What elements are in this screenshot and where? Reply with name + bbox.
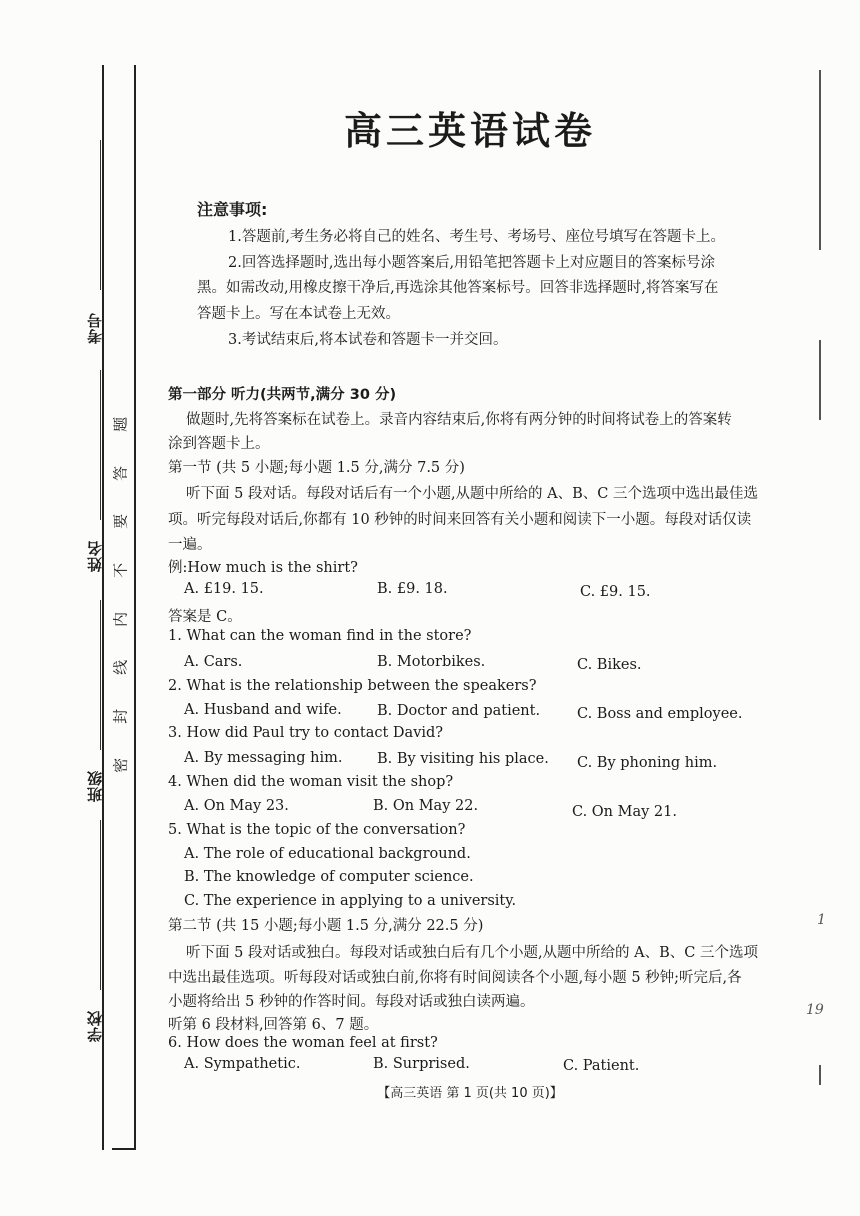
- warning-char: 密: [111, 757, 130, 773]
- section2-instruction: 小题将给出 5 秒钟的作答时间。每段对话或独白读两遍。: [168, 994, 535, 1010]
- page-footer: 【高三英语 第 1 页(共 10 页)】: [377, 1086, 563, 1101]
- section1-instruction: 项。听完每段对话后,你都有 10 秒钟的时间来回答有关小题和阅读下一小题。每段对话仅读: [168, 512, 752, 528]
- section2-material: 听第 6 段材料,回答第 6、7 题。: [168, 1017, 379, 1033]
- section2-heading: 第二节 (共 15 小题;每小题 1.5 分,满分 22.5 分): [168, 918, 484, 934]
- field-school-blank[interactable]: [100, 820, 101, 990]
- option-b[interactable]: B. By visiting his place.: [377, 751, 549, 767]
- example-answer: 答案是 C。: [168, 609, 242, 625]
- option-a[interactable]: A. Husband and wife.: [184, 702, 342, 718]
- notice-item: 1.答题前,考生务必将自己的姓名、考生号、考场号、座位号填写在答题卡上。: [228, 229, 725, 245]
- question-text: 1. What can the woman find in the store?: [168, 628, 472, 644]
- section1-heading: 第一节 (共 5 小题;每小题 1.5 分,满分 7.5 分): [168, 460, 465, 476]
- option-c[interactable]: C. The experience in applying to a university.: [184, 893, 517, 909]
- notice-item: 黑。如需改动,用橡皮擦干净后,再选涂其他答案标号。回答非选择题时,将答案写在: [197, 280, 719, 296]
- option-a[interactable]: A. By messaging him.: [184, 750, 343, 766]
- warning-char: 要: [111, 514, 130, 530]
- section2-instruction: 中选出最佳选项。听每段对话或独白前,你将有时间阅读各个小题,每小题 5 秒钟;听完后,各: [168, 970, 742, 986]
- option-c[interactable]: C. Patient.: [563, 1058, 640, 1074]
- notice-item: 3.考试结束后,将本试卷和答题卡一并交回。: [228, 332, 508, 348]
- binding-line-outer: [102, 65, 104, 1150]
- question-text: 2. What is the relationship between the speakers?: [168, 678, 537, 694]
- option-c[interactable]: C. By phoning him.: [577, 755, 718, 771]
- option-a[interactable]: A. Cars.: [184, 654, 243, 670]
- margin-mark: 1: [817, 912, 826, 928]
- example-option-b: B. £9. 18.: [377, 581, 448, 597]
- option-b[interactable]: B. Motorbikes.: [377, 654, 486, 670]
- section2-instruction: 听下面 5 段对话或独白。每段对话或独白后有几个小题,从题中所给的 A、B、C 三个选项: [186, 945, 758, 961]
- field-exam-number-label: 考号: [86, 312, 104, 344]
- option-b[interactable]: B. Doctor and patient.: [377, 703, 541, 719]
- question-text: 5. What is the topic of the conversation?: [168, 822, 466, 838]
- field-class-label: 班级: [86, 770, 104, 802]
- option-c[interactable]: C. Boss and employee.: [577, 706, 743, 722]
- option-a[interactable]: A. The role of educational background.: [184, 846, 471, 862]
- option-c[interactable]: C. Bikes.: [577, 657, 642, 673]
- sealing-line-warning: [112, 400, 130, 790]
- question-text: 3. How did Paul try to contact David?: [168, 725, 444, 741]
- field-exam-number-blank[interactable]: [100, 140, 101, 290]
- field-school-label: 学校: [86, 1010, 104, 1042]
- question-text: 6. How does the woman feel at first?: [168, 1035, 438, 1051]
- option-b[interactable]: B. Surprised.: [373, 1056, 470, 1072]
- page-title: 高三英语试卷: [343, 109, 596, 153]
- warning-char: 题: [111, 416, 130, 432]
- option-b[interactable]: B. The knowledge of computer science.: [184, 869, 474, 885]
- notice-item: 2.回答选择题时,选出每小题答案后,用铅笔把答题卡上对应题目的答案标号涂: [228, 255, 716, 271]
- margin-mark: 19: [806, 1002, 824, 1018]
- example-option-a: A. £19. 15.: [184, 581, 264, 597]
- part1-intro: 做题时,先将答案标在试卷上。录音内容结束后,你将有两分钟的时间将试卷上的答案转: [186, 412, 732, 428]
- binding-line-bottom: [112, 1148, 136, 1150]
- option-a[interactable]: A. Sympathetic.: [184, 1056, 301, 1072]
- notice-heading: 注意事项:: [197, 200, 268, 219]
- example-option-c: C. £9. 15.: [580, 584, 651, 600]
- part1-intro: 涂到答题卡上。: [168, 436, 270, 452]
- option-c[interactable]: C. On May 21.: [572, 804, 677, 820]
- question-text: 4. When did the woman visit the shop?: [168, 774, 454, 790]
- scan-edge-line: [819, 70, 821, 250]
- section1-instruction: 一遍。: [168, 537, 212, 553]
- field-name-label: 姓名: [86, 540, 104, 572]
- example-question: 例:How much is the shirt?: [168, 560, 358, 576]
- warning-char: 不: [111, 562, 130, 578]
- warning-char: 答: [111, 465, 130, 481]
- option-b[interactable]: B. On May 22.: [373, 798, 479, 814]
- option-a[interactable]: A. On May 23.: [184, 798, 289, 814]
- warning-char: 线: [111, 660, 130, 676]
- part1-heading: 第一部分 听力(共两节,满分 30 分): [168, 387, 397, 403]
- warning-char: 内: [111, 611, 130, 627]
- field-name-blank[interactable]: [100, 370, 101, 520]
- section1-instruction: 听下面 5 段对话。每段对话后有一个小题,从题中所给的 A、B、C 三个选项中选出最佳选: [186, 486, 758, 502]
- warning-char: 封: [111, 708, 130, 724]
- scan-edge-line: [819, 340, 821, 420]
- notice-item: 答题卡上。写在本试卷上无效。: [197, 306, 400, 322]
- binding-line-inner: [134, 65, 136, 1150]
